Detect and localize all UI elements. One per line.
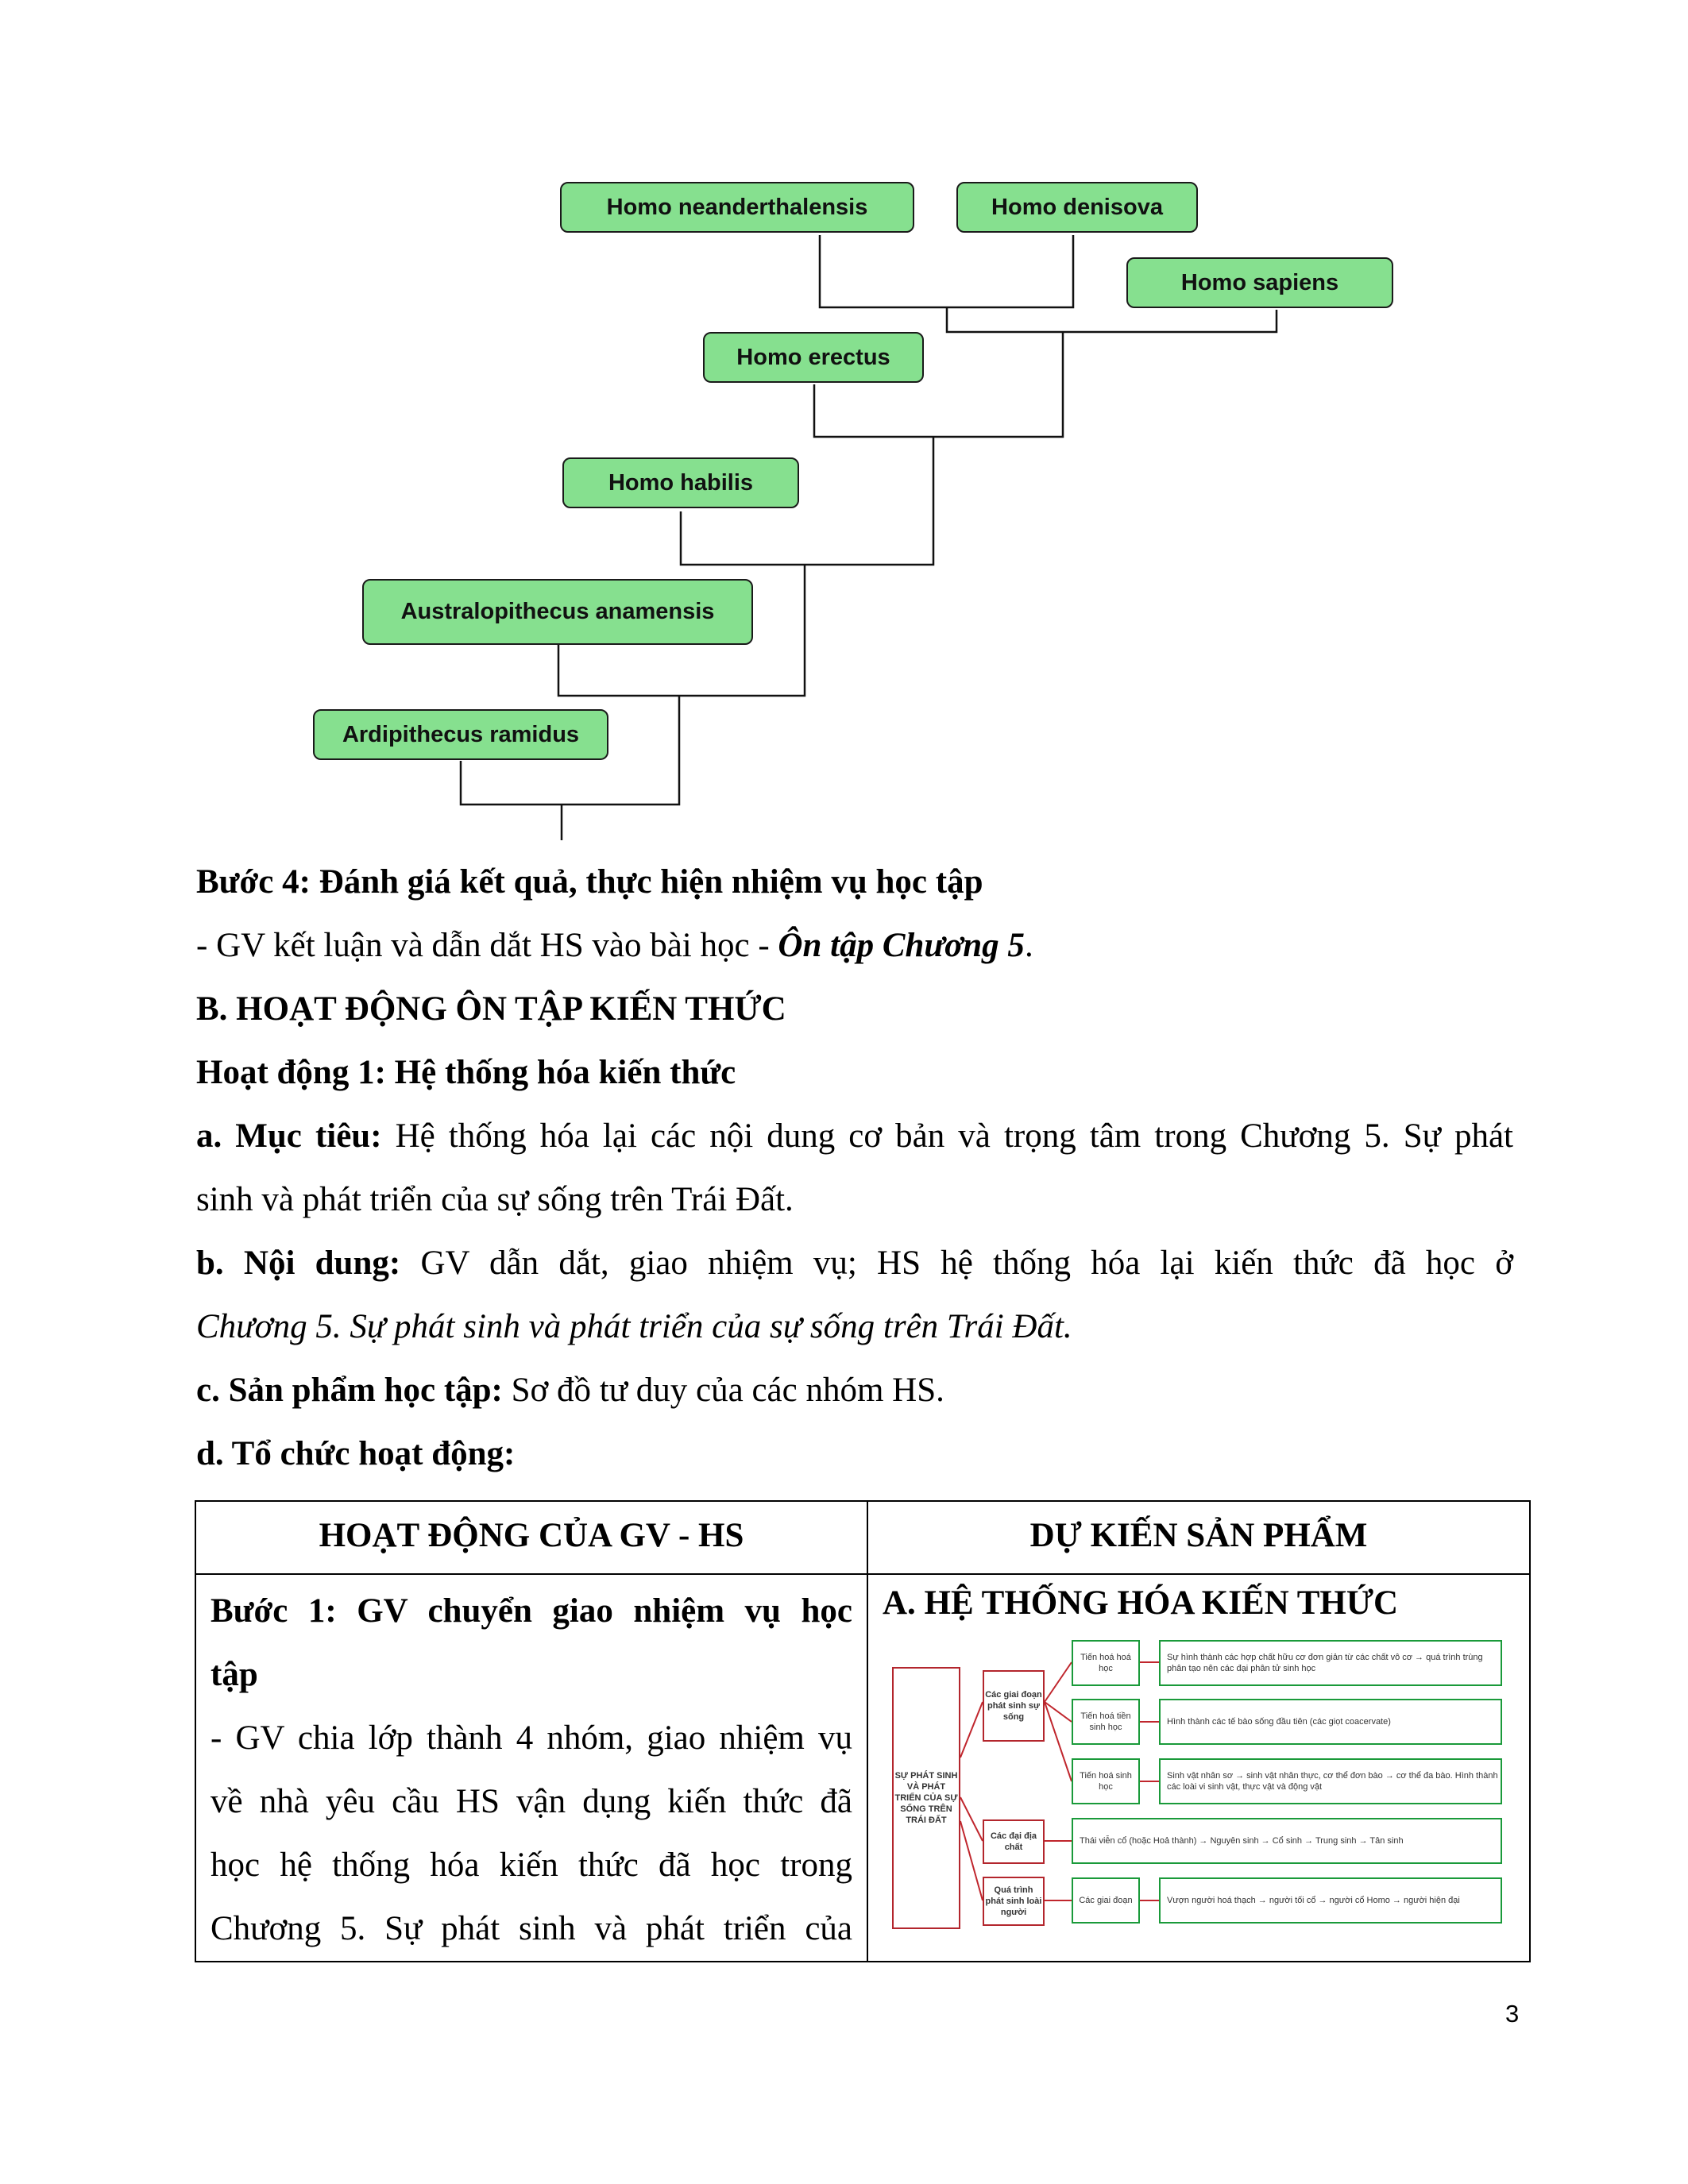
objective-line-2: sinh và phát triển của sự sống trên Trái Đất. xyxy=(196,1181,794,1218)
node-homo-denisova: Homo denisova xyxy=(956,182,1198,233)
node-homo-erectus: Homo erectus xyxy=(703,332,924,383)
concept-map-eras-desc: Thái viễn cổ (hoặc Hoả thành) → Nguyên sinh → Cổ sinh → Trung sinh → Tân sinh xyxy=(1072,1818,1502,1864)
step1-line-1: Bước 1: GV chuyển giao nhiệm vụ học xyxy=(211,1592,852,1630)
content-line-2: Chương 5. Sự phát sinh và phát triển của sự sống trên Trái Đất. xyxy=(196,1308,1072,1345)
concept-map-eras: Các đại địa chất xyxy=(983,1819,1045,1864)
step1-line-2: tập xyxy=(211,1656,258,1693)
concept-map-human-origin: Quá trình phát sinh loài người xyxy=(983,1877,1045,1926)
activity-table xyxy=(195,1500,1531,1962)
task-line-2: về nhà yêu cầu HS vận dụng kiến thức đã xyxy=(211,1783,852,1820)
concept-map-chem-desc: Sự hình thành các hợp chất hữu cơ đơn giản từ các chất vô cơ → quá trình trùng phân tạo nên các đại phân tử sinh học xyxy=(1159,1640,1502,1686)
task-line-4: Chương 5. Sự phát sinh và phát triển của xyxy=(211,1910,852,1947)
tree-branches xyxy=(0,0,1688,850)
concept-map-prebio-desc: Hình thành các tế bào sống đầu tiên (các giọt coacervate) xyxy=(1159,1699,1502,1745)
activity1-heading: Hoạt động 1: Hệ thống hóa kiến thức xyxy=(196,1054,736,1091)
organization-heading: d. Tổ chức hoạt động: xyxy=(196,1435,516,1472)
task-line-1: - GV chia lớp thành 4 nhóm, giao nhiệm vụ xyxy=(211,1719,852,1757)
concept-map-stages: Các giai đoạn phát sinh sự sống xyxy=(983,1670,1045,1742)
node-australopithecus-anamensis: Australopithecus anamensis xyxy=(362,579,753,645)
gv-conclusion-line: - GV kết luận và dẫn dắt HS vào bài học - Ôn tập Chương 5. xyxy=(196,927,1033,964)
concept-map-human-desc: Vượn người hoá thạch → người tối cổ → người cổ Homo → người hiện đại xyxy=(1159,1877,1502,1924)
concept-map-human-stages: Các giai đoạn xyxy=(1072,1877,1140,1924)
concept-map-bio-desc: Sinh vật nhân sơ → sinh vật nhân thực, cơ thể đơn bào → cơ thể đa bào. Hình thành các loài vi sinh vật, thực vật và động vật xyxy=(1159,1758,1502,1804)
page-number: 3 xyxy=(1505,2000,1520,2028)
node-homo-sapiens: Homo sapiens xyxy=(1126,257,1393,308)
product-cell xyxy=(867,1574,1530,1962)
task-line-3: học hệ thống hóa kiến thức đã học trong xyxy=(211,1846,852,1884)
node-homo-neanderthalensis: Homo neanderthalensis xyxy=(560,182,914,233)
concept-map-chem-evolution: Tiến hoá hoá học xyxy=(1072,1640,1140,1686)
content-line-1: b. Nội dung: GV dẫn dắt, giao nhiệm vụ; HS hệ thống hóa lại kiến thức đã học ở xyxy=(196,1244,1513,1282)
phylogenetic-tree xyxy=(0,0,1688,850)
node-ardipithecus-ramidus: Ardipithecus ramidus xyxy=(313,709,608,760)
concept-map-root: SỰ PHÁT SINH VÀ PHÁT TRIỂN CỦA SỰ SỐNG TRÊN TRÁI ĐẤT xyxy=(892,1667,960,1929)
concept-map-bio-evolution: Tiến hoá sinh học xyxy=(1072,1758,1140,1804)
branch-neanderthal-denisova xyxy=(820,235,1073,307)
step4-heading: Bước 4: Đánh giá kết quả, thực hiện nhiệm vụ học tập xyxy=(196,863,983,901)
node-homo-habilis: Homo habilis xyxy=(562,457,799,508)
concept-map-prebio-evolution: Tiến hoá tiền sinh học xyxy=(1072,1699,1140,1745)
product-line: c. Sản phẩm học tập: Sơ đồ tư duy của các nhóm HS. xyxy=(196,1372,944,1409)
knowledge-system-title: A. HỆ THỐNG HÓA KIẾN THỨC xyxy=(883,1584,1399,1622)
header-teacher-student-activity: HOẠT ĐỘNG CỦA GV - HS xyxy=(195,1501,867,1574)
header-expected-product: DỰ KIẾN SẢN PHẨM xyxy=(867,1501,1530,1574)
objective-line-1: a. Mục tiêu: Hệ thống hóa lại các nội dung cơ bản và trọng tâm trong Chương 5. Sự phát xyxy=(196,1117,1513,1155)
concept-map xyxy=(884,1638,1504,1932)
branch-archaic-sapiens xyxy=(947,307,1277,332)
activity-cell xyxy=(195,1574,867,1962)
section-b-heading: B. HOẠT ĐỘNG ÔN TẬP KIẾN THỨC xyxy=(196,990,786,1028)
